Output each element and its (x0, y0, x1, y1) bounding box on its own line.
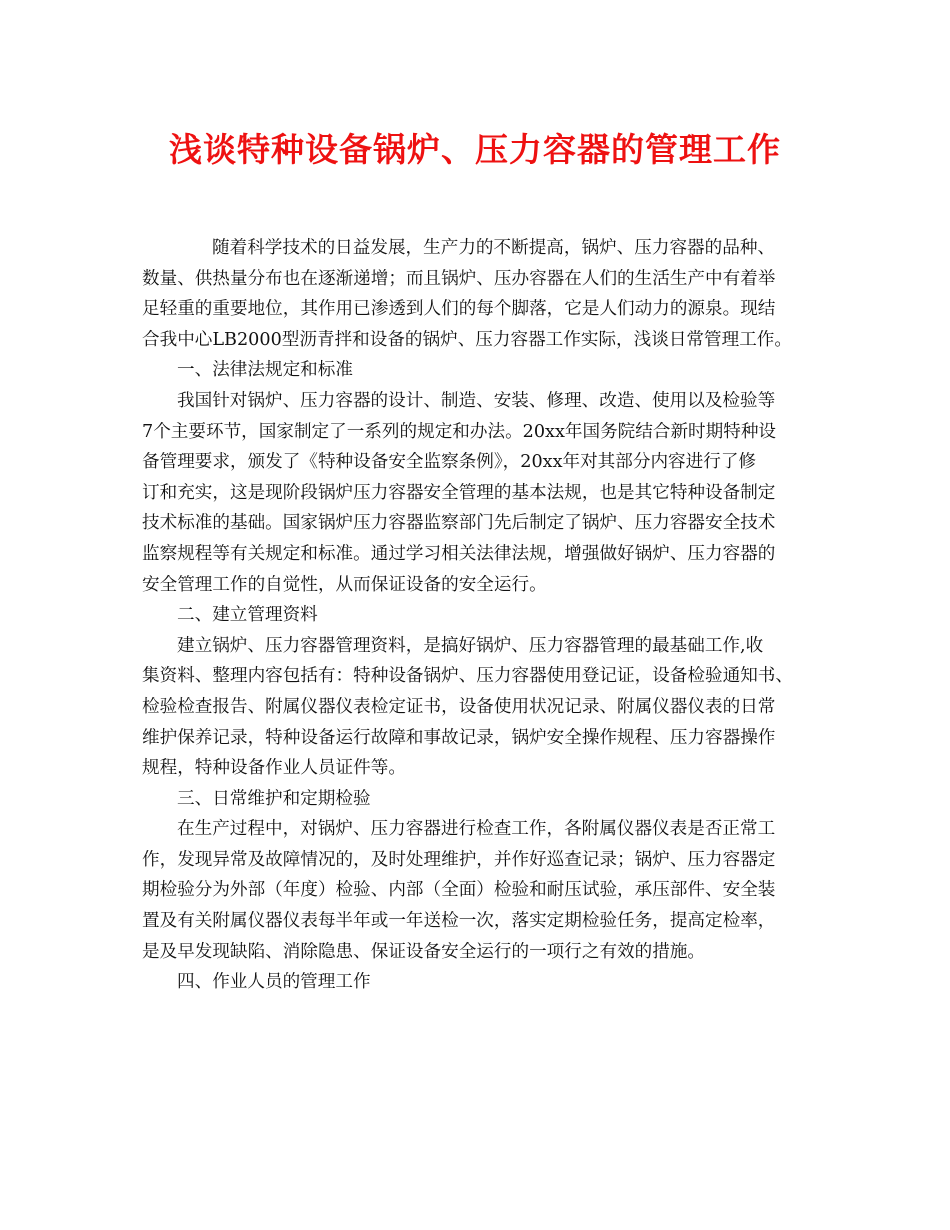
paragraph-line: 置及有关附属仪器仪表每半年或一年送检一次，落实定期检验任务，提高定检率， (142, 911, 776, 932)
paragraph-line: 在生产过程中，对锅炉、压力容器进行检查工作，各附属仪器仪表是否正常工 (177, 819, 776, 840)
paragraph-line: 是及早发现缺陷、消除隐患、保证设备安全运行的一项行之有效的措施。 (142, 941, 706, 962)
paragraph-line: 规程，特种设备作业人员证件等。 (142, 758, 406, 779)
paragraph-line: 检验检查报告、附属仪器仪表检定证书，设备使用状况记录、附属仪器仪表的日常 (142, 696, 776, 717)
paragraph-line: 合我中心LB2000型沥青拌和设备的锅炉、压力容器工作实际，浅谈日常管理工作。 (142, 329, 792, 350)
paragraph-line: 我国针对锅炉、压力容器的设计、制造、安装、修理、改造、使用以及检验等 (177, 390, 776, 411)
paragraph-line: 集资料、整理内容包括有：特种设备锅炉、压力容器使用登记证，设备检验通知书、 (142, 666, 793, 687)
paragraph-line: 维护保养记录，特种设备运行故障和事故记录，锅炉安全操作规程、压力容器操作 (142, 727, 776, 748)
paragraph-line: 建立锅炉、压力容器管理资料，是搞好锅炉、压力容器管理的最基础工作,收 (177, 635, 764, 656)
paragraph-line: 随着科学技术的日益发展，生产力的不断提高，锅炉、压力容器的品种、 (212, 238, 776, 258)
paragraph-line: 安全管理工作的自觉性，从而保证设备的安全运行。 (142, 574, 547, 595)
section-heading: 一、法律法规定和标准 (177, 360, 353, 381)
document-body (142, 233, 810, 998)
paragraph-line: 订和充实，这是现阶段锅炉压力容器安全管理的基本法规，也是其它特种设备制定 (142, 482, 776, 503)
paragraph-line: 7个主要环节，国家制定了一系列的规定和办法。20xx年国务院结合新时期特种设 (142, 421, 777, 442)
paragraph-line: 作，发现异常及故障情况的，及时处理维护，并作好巡查记录；锅炉、压力容器定 (142, 849, 776, 870)
paragraph-line: 数量、供热量分布也在逐渐递增；而且锅炉、压办容器在人们的生活生产中有着举 (142, 268, 776, 289)
paragraph-line: 技术标准的基础。国家锅炉压力容器监察部门先后制定了锅炉、压力容器安全技术 (142, 513, 776, 534)
paragraph-line: 期检验分为外部（年度）检验、内部（全面）检验和耐压试验，承压部件、安全装 (142, 880, 776, 901)
paragraph-line: 足轻重的重要地位，其作用已渗透到人们的每个脚落，它是人们动力的源泉。现结 (142, 299, 776, 320)
paragraph-line: 备管理要求，颁发了《特种设备安全监察条例》，20xx年对其部分内容进行了修 (142, 452, 757, 473)
paragraph-line: 监察规程等有关规定和标准。通过学习相关法律法规，增强做好锅炉、压力容器的 (142, 543, 776, 564)
section-heading: 四、作业人员的管理工作 (177, 972, 371, 993)
document-title: 浅谈特种设备锅炉、压力容器的管理工作 (169, 130, 781, 169)
section-heading: 三、日常维护和定期检验 (177, 788, 371, 809)
section-heading: 二、建立管理资料 (177, 605, 318, 626)
